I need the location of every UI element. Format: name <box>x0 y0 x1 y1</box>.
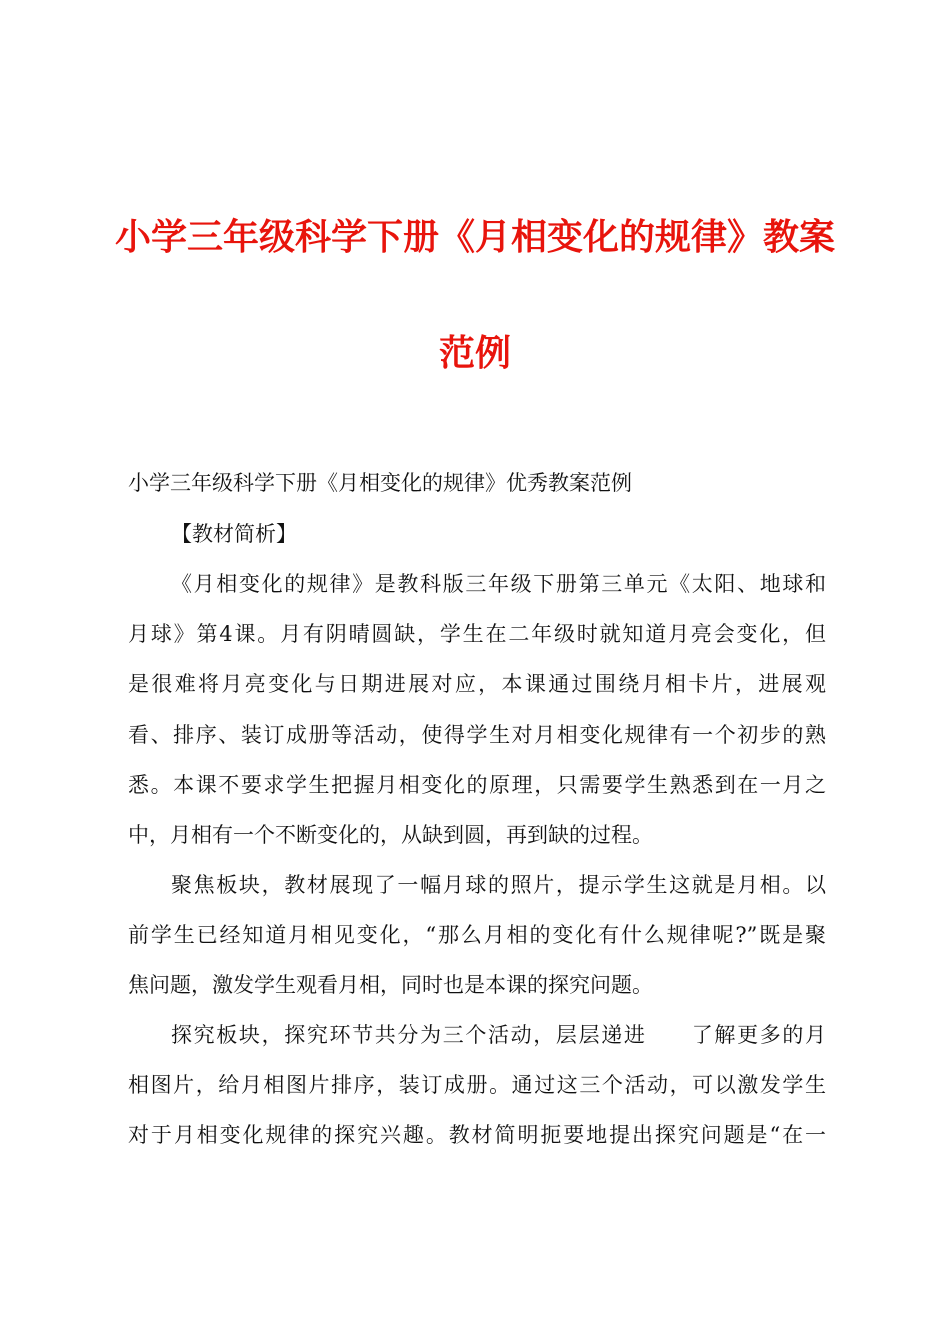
paragraph-1-line-1: 《月相变化的规律》是教科版三年级下册第三单元《太阳、地球和 <box>171 572 826 596</box>
paragraph-1-line-3: 是很难将月亮变化与日期进展对应，本课通过围绕月相卡片，进展观 <box>128 672 826 696</box>
paragraph-2-line-2: 前学生已经知道月相见变化，“那么月相的变化有什么规律呢?”既是聚 <box>128 923 826 947</box>
paragraph-3-line-3: 对于月相变化规律的探究兴趣。教材简明扼要地提出探究问题是“在一 <box>128 1123 826 1147</box>
document-subtitle: 小学三年级科学下册《月相变化的规律》优秀教案范例 <box>128 471 632 495</box>
paragraph-1-line-4: 看、排序、装订成册等活动，使得学生对月相变化规律有一个初步的熟 <box>128 723 826 747</box>
paragraph-3-line-2: 相图片，给月相图片排序，装订成册。通过这三个活动，可以激发学生 <box>128 1073 826 1097</box>
paragraph-2-line-1: 聚焦板块，教材展现了一幅月球的照片，提示学生这就是月相。以 <box>171 873 826 897</box>
paragraph-2-line-3: 焦问题，激发学生观看月相，同时也是本课的探究问题。 <box>128 973 653 997</box>
paragraph-1-line-2: 月球》第4课。月有阴晴圆缺，学生在二年级时就知道月亮会变化，但 <box>128 622 826 646</box>
paragraph-1-line-6: 中，月相有一个不断变化的，从缺到圆，再到缺的过程。 <box>128 823 653 847</box>
document-title-line-2: 范例 <box>438 333 511 374</box>
document-title-line-1: 小学三年级科学下册《月相变化的规律》教案 <box>114 217 835 258</box>
section-heading: 【教材简析】 <box>171 522 297 546</box>
paragraph-1-line-5: 悉。本课不要求学生把握月相变化的原理，只需要学生熟悉到在一月之 <box>128 773 826 797</box>
paragraph-3-line-1: 探究板块，探究环节共分为三个活动，层层递进 了解更多的月 <box>171 1023 826 1047</box>
